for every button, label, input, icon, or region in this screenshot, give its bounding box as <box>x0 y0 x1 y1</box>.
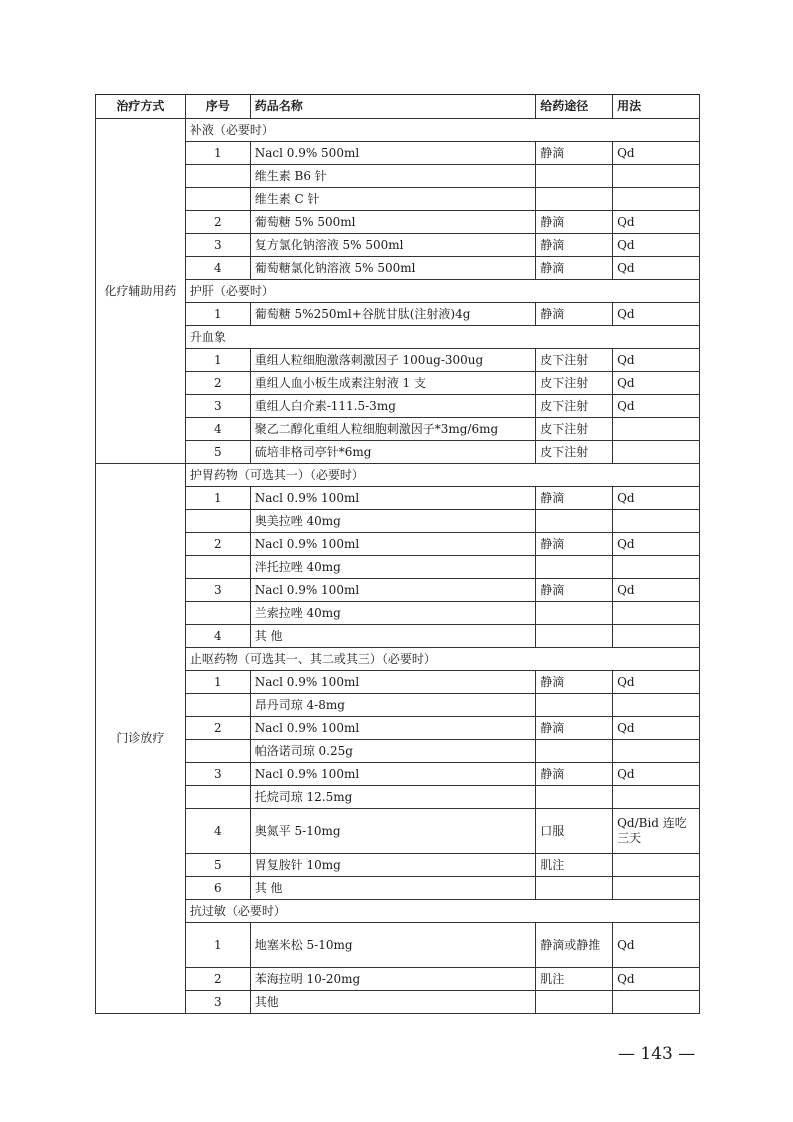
header-drug: 药品名称 <box>250 95 536 119</box>
drug-name: 复方氯化钠溶液 5% 500ml <box>250 234 536 257</box>
route: 静滴 <box>536 257 613 280</box>
table-row <box>96 854 700 877</box>
table-row <box>96 763 700 786</box>
drug-name: 葡萄糖 5% 500ml <box>250 211 536 234</box>
usage <box>613 991 700 1014</box>
section-title: 升血象 <box>185 326 699 349</box>
route: 静滴 <box>536 234 613 257</box>
route <box>536 625 613 648</box>
section-title: 止呕药物（可选其一、其二或其三）（必要时） <box>185 648 699 671</box>
drug-name: 托烷司琼 12.5mg <box>250 786 536 809</box>
row-number <box>185 786 250 809</box>
table-row <box>96 671 700 694</box>
usage <box>613 556 700 579</box>
row-number: 1 <box>185 142 250 165</box>
usage <box>613 625 700 648</box>
usage: Qd <box>613 763 700 786</box>
table-row <box>96 395 700 418</box>
row-number <box>185 694 250 717</box>
drug-name: 重组人白介素-111.5-3mg <box>250 395 536 418</box>
usage <box>613 602 700 625</box>
header-usage: 用法 <box>613 95 700 119</box>
usage: Qd <box>613 968 700 991</box>
route <box>536 786 613 809</box>
drug-name: Nacl 0.9% 100ml <box>250 533 536 556</box>
table-row <box>96 211 700 234</box>
usage: Qd <box>613 303 700 326</box>
table-header-row <box>96 95 700 119</box>
section-row <box>96 464 700 487</box>
row-number: 4 <box>185 625 250 648</box>
drug-name: 其他 <box>250 991 536 1014</box>
drug-name: 胃复胺针 10mg <box>250 854 536 877</box>
row-number: 4 <box>185 257 250 280</box>
table-row <box>96 165 700 188</box>
drug-name: 重组人血小板生成素注射液 1 支 <box>250 372 536 395</box>
drug-name: 昂丹司琼 4-8mg <box>250 694 536 717</box>
route <box>536 877 613 900</box>
header-no: 序号 <box>185 95 250 119</box>
table-row <box>96 372 700 395</box>
usage <box>613 786 700 809</box>
header-route: 给药途径 <box>536 95 613 119</box>
section-title: 抗过敏（必要时） <box>185 900 699 923</box>
drug-table <box>95 94 700 1014</box>
table-row <box>96 487 700 510</box>
usage: Qd <box>613 923 700 968</box>
section-row <box>96 119 700 142</box>
row-number: 2 <box>185 717 250 740</box>
route: 静滴 <box>536 211 613 234</box>
drug-name: 维生素 B6 针 <box>250 165 536 188</box>
table-row <box>96 349 700 372</box>
drug-name: 硫培非格司亭针*6mg <box>250 441 536 464</box>
route <box>536 602 613 625</box>
route <box>536 740 613 763</box>
row-number: 2 <box>185 533 250 556</box>
usage: Qd <box>613 487 700 510</box>
table-row <box>96 142 700 165</box>
drug-name: Nacl 0.9% 500ml <box>250 142 536 165</box>
usage: Qd <box>613 395 700 418</box>
usage: Qd <box>613 533 700 556</box>
table-row <box>96 441 700 464</box>
usage: Qd <box>613 349 700 372</box>
route: 皮下注射 <box>536 349 613 372</box>
drug-name: Nacl 0.9% 100ml <box>250 717 536 740</box>
row-number: 1 <box>185 303 250 326</box>
row-number: 3 <box>185 234 250 257</box>
drug-name: 地塞米松 5-10mg <box>250 923 536 968</box>
section-row <box>96 648 700 671</box>
row-number <box>185 602 250 625</box>
section-title: 补液（必要时） <box>185 119 699 142</box>
usage <box>613 854 700 877</box>
table-row <box>96 923 700 968</box>
row-number: 1 <box>185 487 250 510</box>
row-number: 2 <box>185 968 250 991</box>
drug-name: 聚乙二醇化重组人粒细胞刺激因子*3mg/6mg <box>250 418 536 441</box>
usage <box>613 441 700 464</box>
table-row <box>96 303 700 326</box>
drug-name: 维生素 C 针 <box>250 188 536 211</box>
header-treatment: 治疗方式 <box>96 95 186 119</box>
route: 皮下注射 <box>536 418 613 441</box>
usage <box>613 877 700 900</box>
row-number: 3 <box>185 763 250 786</box>
row-number: 3 <box>185 579 250 602</box>
route <box>536 510 613 533</box>
route: 肌注 <box>536 968 613 991</box>
usage: Qd/Bid 连吃三天 <box>613 809 700 854</box>
route <box>536 694 613 717</box>
route <box>536 188 613 211</box>
route: 静滴 <box>536 763 613 786</box>
table-row <box>96 533 700 556</box>
usage <box>613 418 700 441</box>
table-row <box>96 579 700 602</box>
usage <box>613 694 700 717</box>
page-number: — 143 — <box>618 1044 696 1064</box>
route <box>536 556 613 579</box>
treatment-group-label: 化疗辅助用药 <box>96 119 186 464</box>
row-number <box>185 165 250 188</box>
drug-name: Nacl 0.9% 100ml <box>250 579 536 602</box>
drug-name: 泮托拉唑 40mg <box>250 556 536 579</box>
table-row <box>96 740 700 763</box>
table-row <box>96 257 700 280</box>
route: 静滴 <box>536 717 613 740</box>
drug-name: 葡萄糖氯化钠溶液 5% 500ml <box>250 257 536 280</box>
row-number: 6 <box>185 877 250 900</box>
table-row <box>96 188 700 211</box>
row-number <box>185 510 250 533</box>
usage: Qd <box>613 671 700 694</box>
route: 静滴 <box>536 671 613 694</box>
usage <box>613 510 700 533</box>
row-number: 4 <box>185 418 250 441</box>
drug-name: 其 他 <box>250 625 536 648</box>
table-row <box>96 968 700 991</box>
route: 口服 <box>536 809 613 854</box>
route: 静滴 <box>536 533 613 556</box>
drug-name: Nacl 0.9% 100ml <box>250 487 536 510</box>
table-row <box>96 234 700 257</box>
table-row <box>96 694 700 717</box>
route: 静滴 <box>536 579 613 602</box>
row-number <box>185 188 250 211</box>
row-number: 3 <box>185 991 250 1014</box>
drug-name: 其 他 <box>250 877 536 900</box>
route: 皮下注射 <box>536 372 613 395</box>
row-number: 4 <box>185 809 250 854</box>
row-number: 5 <box>185 441 250 464</box>
table-row <box>96 786 700 809</box>
row-number: 1 <box>185 923 250 968</box>
route: 皮下注射 <box>536 395 613 418</box>
row-number: 1 <box>185 671 250 694</box>
table-row <box>96 510 700 533</box>
table-row <box>96 809 700 854</box>
drug-name: 奥美拉唑 40mg <box>250 510 536 533</box>
route: 静滴 <box>536 142 613 165</box>
usage: Qd <box>613 211 700 234</box>
drug-name: 葡萄糖 5%250ml+谷胱甘肽(注射液)4g <box>250 303 536 326</box>
usage: Qd <box>613 142 700 165</box>
usage <box>613 740 700 763</box>
table-row <box>96 991 700 1014</box>
drug-name: 帕洛诺司琼 0.25g <box>250 740 536 763</box>
drug-name: Nacl 0.9% 100ml <box>250 763 536 786</box>
route: 皮下注射 <box>536 441 613 464</box>
table-row <box>96 877 700 900</box>
drug-name: 兰索拉唑 40mg <box>250 602 536 625</box>
section-title: 护肝（必要时） <box>185 280 699 303</box>
row-number: 2 <box>185 211 250 234</box>
usage: Qd <box>613 372 700 395</box>
table-row <box>96 602 700 625</box>
route: 静滴或静推 <box>536 923 613 968</box>
table-row <box>96 418 700 441</box>
usage <box>613 165 700 188</box>
table-row <box>96 556 700 579</box>
treatment-group-label: 门诊放疗 <box>96 464 186 1014</box>
row-number: 3 <box>185 395 250 418</box>
drug-name: 重组人粒细胞激落刺激因子 100ug-300ug <box>250 349 536 372</box>
section-row <box>96 900 700 923</box>
usage: Qd <box>613 257 700 280</box>
drug-name: 苯海拉明 10-20mg <box>250 968 536 991</box>
usage: Qd <box>613 717 700 740</box>
section-row <box>96 326 700 349</box>
route: 静滴 <box>536 303 613 326</box>
row-number: 1 <box>185 349 250 372</box>
route <box>536 165 613 188</box>
usage <box>613 188 700 211</box>
route: 静滴 <box>536 487 613 510</box>
section-row <box>96 280 700 303</box>
drug-name: Nacl 0.9% 100ml <box>250 671 536 694</box>
route: 肌注 <box>536 854 613 877</box>
table-row <box>96 625 700 648</box>
drug-name: 奥氮平 5-10mg <box>250 809 536 854</box>
usage: Qd <box>613 234 700 257</box>
section-title: 护胃药物（可选其一）（必要时） <box>185 464 699 487</box>
row-number <box>185 556 250 579</box>
row-number <box>185 740 250 763</box>
usage: Qd <box>613 579 700 602</box>
row-number: 2 <box>185 372 250 395</box>
row-number: 5 <box>185 854 250 877</box>
table-row <box>96 717 700 740</box>
route <box>536 991 613 1014</box>
